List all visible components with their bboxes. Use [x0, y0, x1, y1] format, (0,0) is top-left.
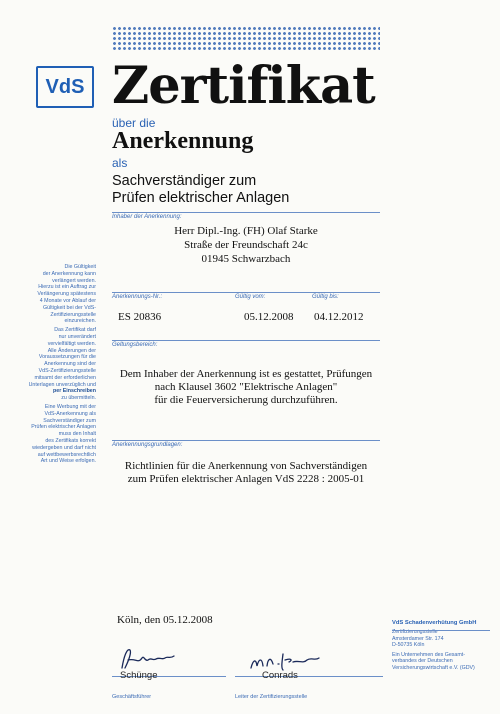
divider-basis	[112, 440, 380, 441]
signature-line-2	[235, 676, 383, 677]
label-basis: Anerkennungsgrundlagen:	[112, 442, 183, 448]
signer1-name: Schünge	[120, 670, 158, 681]
role-line-2: Prüfen elektrischer Anlagen	[112, 190, 290, 206]
place-date: Köln, den 05.12.2008	[117, 614, 213, 626]
label-holder: Inhaber der Anerkennung:	[112, 214, 182, 220]
basis-line-2: zum Prüfen elektrischer Anlagen VdS 2228 : 2005-01	[127, 473, 365, 485]
divider-holder	[112, 212, 380, 213]
basis-text	[112, 460, 380, 486]
signer2-name: Conrads	[262, 670, 298, 681]
scope-line-1: Dem Inhaber der Anerkennung ist es gestattet, Prüfungen	[119, 368, 373, 380]
basis-line-1: Richtlinien für die Anerkennung von Sachverständigen	[124, 460, 368, 472]
signer2-title: Leiter der Zertifizierungsstelle	[235, 694, 308, 700]
valid-from-date: 05.12.2008	[244, 311, 294, 323]
sidebar-validity-note: Die Gültigkeit der Anerkennung kann verlängert werden. Hierzu ist ein Auftrag zur Verlängerung spätestens 4 Monate vor Ablauf der Gültigkeit bei der VdS- Zertifizierungsstelle einzureichen.	[37, 264, 96, 325]
label-valid-from: Gültig vom:	[235, 294, 266, 300]
label-number: Anerkennungs-Nr.:	[112, 294, 163, 300]
ueber-die-text: über die	[112, 116, 156, 130]
sidebar-notes	[16, 264, 96, 467]
divider-number	[112, 292, 380, 293]
certificate-title: Zertifikat	[112, 56, 375, 116]
holder-address	[112, 224, 380, 266]
scope-line-2: nach Klausel 3602 "Elektrische Anlagen"	[154, 381, 338, 393]
dotted-pattern-header	[112, 26, 380, 52]
org-parent: Ein Unternehmen des Gesamt- verbandes der Deutschen Versicherungswirtschaft e.V. (GDV)	[392, 651, 475, 671]
sidebar-copy-note: Das Zertifikat darf nur unverändert vervielfältigt werden. Alle Änderungen der Voraussetzungen für die Anerkennung sind der VdS-Zertifizierungsstelle mitsamt der erforderlichen Unterlagen unverzüglich und per Einschreiben zu übermitteln.	[28, 327, 96, 402]
org-address: Zertifizierungsstelle Amsterdamer Str. 174 D-50735 Köln	[392, 629, 444, 648]
org-name: VdS Schadenverhütung GmbH	[392, 620, 477, 626]
signer1-title: Geschäftsführer	[112, 694, 152, 700]
certificate-role	[112, 173, 372, 207]
certificate-number: ES 20836	[118, 311, 162, 323]
issuer-organization	[392, 620, 492, 671]
anerkennung-heading: Anerkennung	[112, 128, 254, 154]
sidebar-advertising-note: Eine Werbung mit der VdS-Anerkennung als Sachverständiger zum Prüfen elektrischer Anlagen muss den Inhalt des Zertifikats korrekt wiedergeben und darf nicht auf wettbewerbsrechtlich Art und Weise erfolgen.	[31, 403, 96, 465]
divider-scope	[112, 340, 380, 341]
role-line-1: Sachverständiger zum	[112, 173, 257, 189]
signature-schuenge	[118, 646, 180, 672]
label-scope: Geltungsbereich:	[112, 342, 158, 348]
holder-name: Herr Dipl.-Ing. (FH) Olaf Starke	[174, 225, 318, 237]
als-text: als	[112, 156, 128, 170]
scope-line-3: für die Feuerversicherung durchzuführen.	[154, 394, 338, 406]
vds-logo: VdS	[36, 66, 94, 108]
holder-city: 01945 Schwarzbach	[201, 253, 291, 265]
valid-to-date: 04.12.2012	[314, 311, 364, 323]
org-divider	[392, 630, 490, 631]
scope-text	[112, 368, 380, 407]
holder-street: Straße der Freundschaft 24c	[184, 239, 308, 251]
label-valid-to: Gültig bis:	[312, 294, 339, 300]
